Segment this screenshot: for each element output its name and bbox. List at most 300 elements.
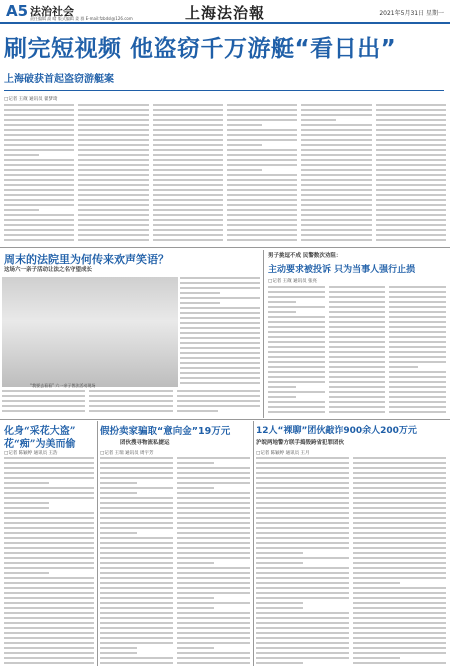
text-line: [4, 632, 94, 634]
text-line: [177, 552, 250, 554]
text-line: [4, 472, 94, 474]
text-line: [4, 512, 94, 514]
text-line: [4, 109, 74, 111]
text-line: [4, 597, 94, 599]
text-line: [100, 577, 173, 579]
text-line: [180, 277, 260, 279]
text-line: [268, 381, 325, 383]
text-line: [4, 144, 74, 146]
text-line: [177, 617, 250, 619]
text-line: [180, 382, 260, 384]
text-line: [153, 174, 223, 176]
text-line: [4, 457, 94, 459]
text-line: [4, 662, 94, 664]
text-line: [353, 617, 446, 619]
text-line: [180, 337, 260, 339]
text-line: [268, 291, 325, 293]
text-line: [389, 381, 446, 383]
text-line: [153, 144, 223, 146]
text-line: [268, 411, 325, 413]
text-line: [4, 219, 74, 221]
text-line: [180, 377, 260, 379]
text-line: [227, 239, 297, 241]
text-line: [100, 637, 173, 639]
text-line: [177, 477, 250, 479]
text-line: [353, 607, 446, 609]
text-line: [177, 405, 260, 407]
text-line: [4, 129, 74, 131]
text-line: [2, 395, 85, 397]
text-line: [227, 139, 297, 141]
text-line: [256, 652, 349, 654]
text-line: [227, 104, 297, 106]
text-line: [177, 410, 219, 412]
text-line: [389, 346, 446, 348]
text-line: [227, 229, 297, 231]
text-line: [153, 124, 223, 126]
text-line: [2, 400, 85, 402]
text-line: [376, 214, 446, 216]
text-line: [4, 199, 74, 201]
text-line: [227, 179, 297, 181]
text-line: [100, 607, 173, 609]
text-line: [100, 652, 137, 654]
text-line: [389, 291, 446, 293]
court-headline: 周末的法院里为何传来欢声笑语？: [4, 253, 169, 266]
text-line: [78, 199, 148, 201]
text-line: [180, 362, 260, 364]
text-line: [256, 472, 349, 474]
text-line: [153, 104, 223, 106]
text-line: [177, 462, 214, 464]
text-line: [268, 376, 325, 378]
text-line: [177, 532, 250, 534]
text-line: [180, 307, 260, 309]
text-line: [256, 627, 349, 629]
text-line: [353, 547, 446, 549]
text-line: [78, 169, 148, 171]
text-line: [268, 361, 325, 363]
text-line: [329, 286, 386, 288]
police-intro: 男子挑逗不成 民警数次劝阻：: [268, 253, 342, 259]
text-line: [100, 592, 173, 594]
text-line: [153, 204, 223, 206]
text-line: [256, 502, 349, 504]
text-line: [353, 602, 446, 604]
text-line: [100, 487, 173, 489]
text-line: [256, 552, 303, 554]
lead-article-body: [4, 104, 446, 244]
text-line: [4, 214, 74, 216]
text-line: [177, 567, 250, 569]
text-line: [389, 356, 446, 358]
text-line: [4, 104, 74, 106]
text-line: [4, 119, 74, 121]
text-line: [4, 572, 49, 574]
text-line: [256, 647, 349, 649]
text-line: [329, 371, 386, 373]
text-line: [4, 174, 74, 176]
text-line: [78, 219, 148, 221]
text-line: [153, 184, 223, 186]
text-line: [4, 532, 94, 534]
text-line: [353, 502, 446, 504]
text-line: [4, 224, 74, 226]
text-line: [4, 164, 74, 166]
text-line: [180, 292, 220, 294]
text-line: [329, 361, 386, 363]
text-line: [78, 234, 148, 236]
text-line: [268, 396, 296, 398]
text-line: [78, 104, 148, 106]
text-line: [153, 114, 223, 116]
text-line: [100, 502, 173, 504]
text-line: [4, 189, 74, 191]
text-line: [78, 214, 148, 216]
text-line: [177, 472, 250, 474]
text-line: [389, 286, 446, 288]
text-line: [78, 124, 148, 126]
text-line: [4, 547, 94, 549]
text-line: [227, 124, 262, 126]
gang-subtitle: 沪皖两地警方联手捣毁跨省犯罪团伙: [256, 440, 345, 446]
text-line: [329, 331, 386, 333]
text-line: [4, 617, 94, 619]
header-rule: [0, 22, 450, 24]
text-line: [353, 567, 446, 569]
text-line: [177, 507, 250, 509]
text-line: [301, 109, 371, 111]
text-line: [100, 557, 173, 559]
text-line: [100, 522, 173, 524]
text-line: [353, 612, 446, 614]
text-line: [301, 104, 371, 106]
text-line: [153, 179, 223, 181]
text-line: [100, 477, 173, 479]
text-line: [78, 194, 148, 196]
text-line: [376, 104, 446, 106]
text-line: [256, 497, 349, 499]
text-line: [100, 647, 137, 649]
text-line: [376, 204, 446, 206]
text-line: [100, 612, 173, 614]
text-line: [376, 109, 446, 111]
text-line: [153, 139, 223, 141]
text-line: [100, 462, 173, 464]
text-line: [227, 154, 297, 156]
text-line: [100, 662, 173, 664]
text-line: [268, 286, 325, 288]
text-line: [329, 401, 386, 403]
text-line: [227, 129, 297, 131]
text-line: [301, 134, 371, 136]
text-line: [89, 395, 172, 397]
text-line: [376, 159, 446, 161]
text-line: [376, 199, 446, 201]
text-line: [78, 134, 148, 136]
text-line: [389, 406, 446, 408]
text-line: [4, 637, 94, 639]
text-line: [100, 457, 173, 459]
text-line: [301, 224, 371, 226]
text-line: [227, 234, 297, 236]
text-line: [256, 487, 349, 489]
text-line: [4, 239, 74, 241]
text-line: [153, 229, 223, 231]
text-line: [177, 572, 250, 574]
text-line: [78, 184, 148, 186]
text-line: [389, 341, 446, 343]
text-line: [301, 239, 371, 241]
scam-headline: 假扮卖家骗取“意向金”19万元: [100, 426, 231, 437]
text-line: [268, 341, 325, 343]
text-line: [389, 316, 446, 318]
text-line: [4, 552, 94, 554]
text-line: [353, 507, 446, 509]
text-line: [4, 462, 94, 464]
text-line: [4, 612, 94, 614]
text-line: [353, 657, 400, 659]
text-line: [329, 351, 386, 353]
text-line: [100, 587, 173, 589]
text-line: [78, 139, 148, 141]
text-line: [389, 296, 446, 298]
text-line: [268, 321, 325, 323]
text-line: [227, 159, 297, 161]
text-line: [100, 552, 173, 554]
text-line: [100, 512, 173, 514]
text-line: [268, 366, 325, 368]
text-line: [177, 400, 260, 402]
text-line: [329, 306, 386, 308]
text-line: [177, 537, 250, 539]
text-line: [78, 164, 148, 166]
text-line: [227, 194, 297, 196]
text-line: [329, 366, 386, 368]
text-line: [78, 179, 148, 181]
text-line: [256, 622, 349, 624]
text-line: [177, 652, 250, 654]
text-line: [100, 562, 173, 564]
text-line: [353, 527, 446, 529]
text-line: [4, 582, 94, 584]
text-line: [4, 134, 74, 136]
text-line: [4, 209, 39, 211]
text-line: [353, 577, 446, 579]
text-line: [177, 502, 250, 504]
text-line: [256, 532, 349, 534]
text-line: [89, 390, 172, 392]
text-line: [256, 477, 349, 479]
text-line: [100, 542, 173, 544]
text-line: [78, 229, 148, 231]
court-photo-caption: “我要去看看” 六一亲子普法活动现场: [30, 383, 96, 388]
text-line: [353, 522, 446, 524]
text-line: [4, 154, 39, 156]
text-line: [180, 332, 260, 334]
text-line: [256, 572, 349, 574]
makeup-headline-2: 花“痴”为美而偷: [4, 439, 76, 450]
text-line: [268, 296, 325, 298]
police-article-body: [268, 286, 446, 416]
text-line: [153, 234, 223, 236]
text-line: [4, 652, 94, 654]
text-line: [389, 386, 446, 388]
text-line: [389, 301, 446, 303]
text-line: [389, 411, 446, 413]
text-line: [376, 114, 446, 116]
text-line: [268, 356, 325, 358]
text-line: [329, 336, 386, 338]
text-line: [4, 537, 94, 539]
text-line: [256, 457, 349, 459]
text-line: [353, 647, 446, 649]
makeup-article-body: [4, 457, 94, 665]
text-line: [4, 562, 94, 564]
text-line: [177, 482, 250, 484]
text-line: [4, 204, 74, 206]
text-line: [4, 607, 94, 609]
text-line: [301, 119, 336, 121]
text-line: [329, 381, 386, 383]
text-line: [301, 164, 371, 166]
lead-rule: [4, 90, 444, 91]
text-line: [256, 537, 349, 539]
text-line: [4, 602, 94, 604]
text-line: [227, 189, 297, 191]
text-line: [100, 527, 173, 529]
text-line: [4, 467, 94, 469]
text-line: [376, 149, 446, 151]
text-line: [180, 282, 260, 284]
text-line: [153, 169, 223, 171]
text-line: [180, 352, 260, 354]
text-line: [4, 557, 94, 559]
text-line: [329, 311, 386, 313]
text-line: [256, 617, 349, 619]
text-line: [301, 169, 371, 171]
text-line: [180, 322, 260, 324]
text-line: [78, 154, 148, 156]
text-line: [329, 376, 386, 378]
text-line: [4, 234, 74, 236]
text-line: [227, 219, 297, 221]
text-line: [227, 169, 262, 171]
text-line: [353, 542, 446, 544]
text-line: [227, 109, 297, 111]
text-line: [301, 179, 371, 181]
text-line: [177, 577, 250, 579]
text-line: [180, 357, 260, 359]
lead-byline: □记者 王葳 通讯员 翟梦琦: [4, 97, 58, 102]
text-line: [100, 507, 173, 509]
text-line: [301, 209, 371, 211]
text-line: [100, 497, 173, 499]
text-line: [389, 391, 446, 393]
text-line: [153, 154, 223, 156]
text-line: [256, 547, 349, 549]
text-line: [389, 306, 446, 308]
text-line: [180, 302, 220, 304]
text-line: [2, 405, 85, 407]
text-line: [78, 109, 148, 111]
text-line: [268, 301, 296, 303]
text-line: [78, 209, 148, 211]
text-line: [353, 557, 446, 559]
scam-byline: □记者 王瑞 通讯员 周宇芳: [100, 451, 154, 456]
text-line: [256, 567, 349, 569]
text-line: [329, 301, 386, 303]
text-line: [177, 632, 250, 634]
text-line: [227, 214, 297, 216]
text-line: [256, 557, 349, 559]
text-line: [153, 134, 223, 136]
text-line: [177, 517, 250, 519]
text-line: [268, 336, 325, 338]
text-line: [301, 139, 371, 141]
gang-byline: □记者 陈颖婷 通讯员 王月: [256, 451, 310, 456]
text-line: [329, 406, 386, 408]
text-line: [177, 457, 250, 459]
text-line: [376, 209, 446, 211]
text-line: [353, 482, 446, 484]
text-line: [100, 492, 137, 494]
text-line: [177, 547, 250, 549]
text-line: [4, 477, 94, 479]
text-line: [100, 602, 173, 604]
text-line: [353, 537, 446, 539]
text-line: [153, 119, 223, 121]
text-line: [301, 149, 371, 151]
text-line: [329, 341, 386, 343]
text-line: [256, 542, 349, 544]
text-line: [227, 209, 297, 211]
text-line: [4, 124, 74, 126]
text-line: [353, 627, 446, 629]
text-line: [353, 662, 446, 664]
text-line: [4, 169, 74, 171]
text-line: [4, 522, 94, 524]
text-line: [256, 632, 349, 634]
text-line: [353, 587, 446, 589]
text-line: [4, 657, 94, 659]
text-line: [376, 174, 446, 176]
text-line: [4, 527, 94, 529]
text-line: [329, 296, 386, 298]
gang-headline: 12人“裸聊”团伙敲诈900余人200万元: [256, 426, 417, 436]
text-line: [177, 542, 250, 544]
text-line: [227, 174, 297, 176]
text-line: [4, 159, 74, 161]
text-line: [353, 652, 446, 654]
text-line: [329, 346, 386, 348]
text-line: [256, 607, 303, 609]
text-line: [4, 647, 94, 649]
text-line: [177, 487, 214, 489]
section-divider: [0, 247, 450, 248]
text-line: [177, 602, 250, 604]
text-line: [4, 487, 94, 489]
makeup-byline: □记者 陈颖婷 通讯员 王浩: [4, 451, 58, 456]
text-line: [256, 582, 349, 584]
court-article-body-lower: [2, 390, 260, 416]
section-name: 法治社会: [30, 5, 74, 18]
text-line: [100, 627, 173, 629]
text-line: [227, 204, 297, 206]
text-line: [177, 647, 214, 649]
text-line: [78, 119, 148, 121]
text-line: [2, 390, 85, 392]
